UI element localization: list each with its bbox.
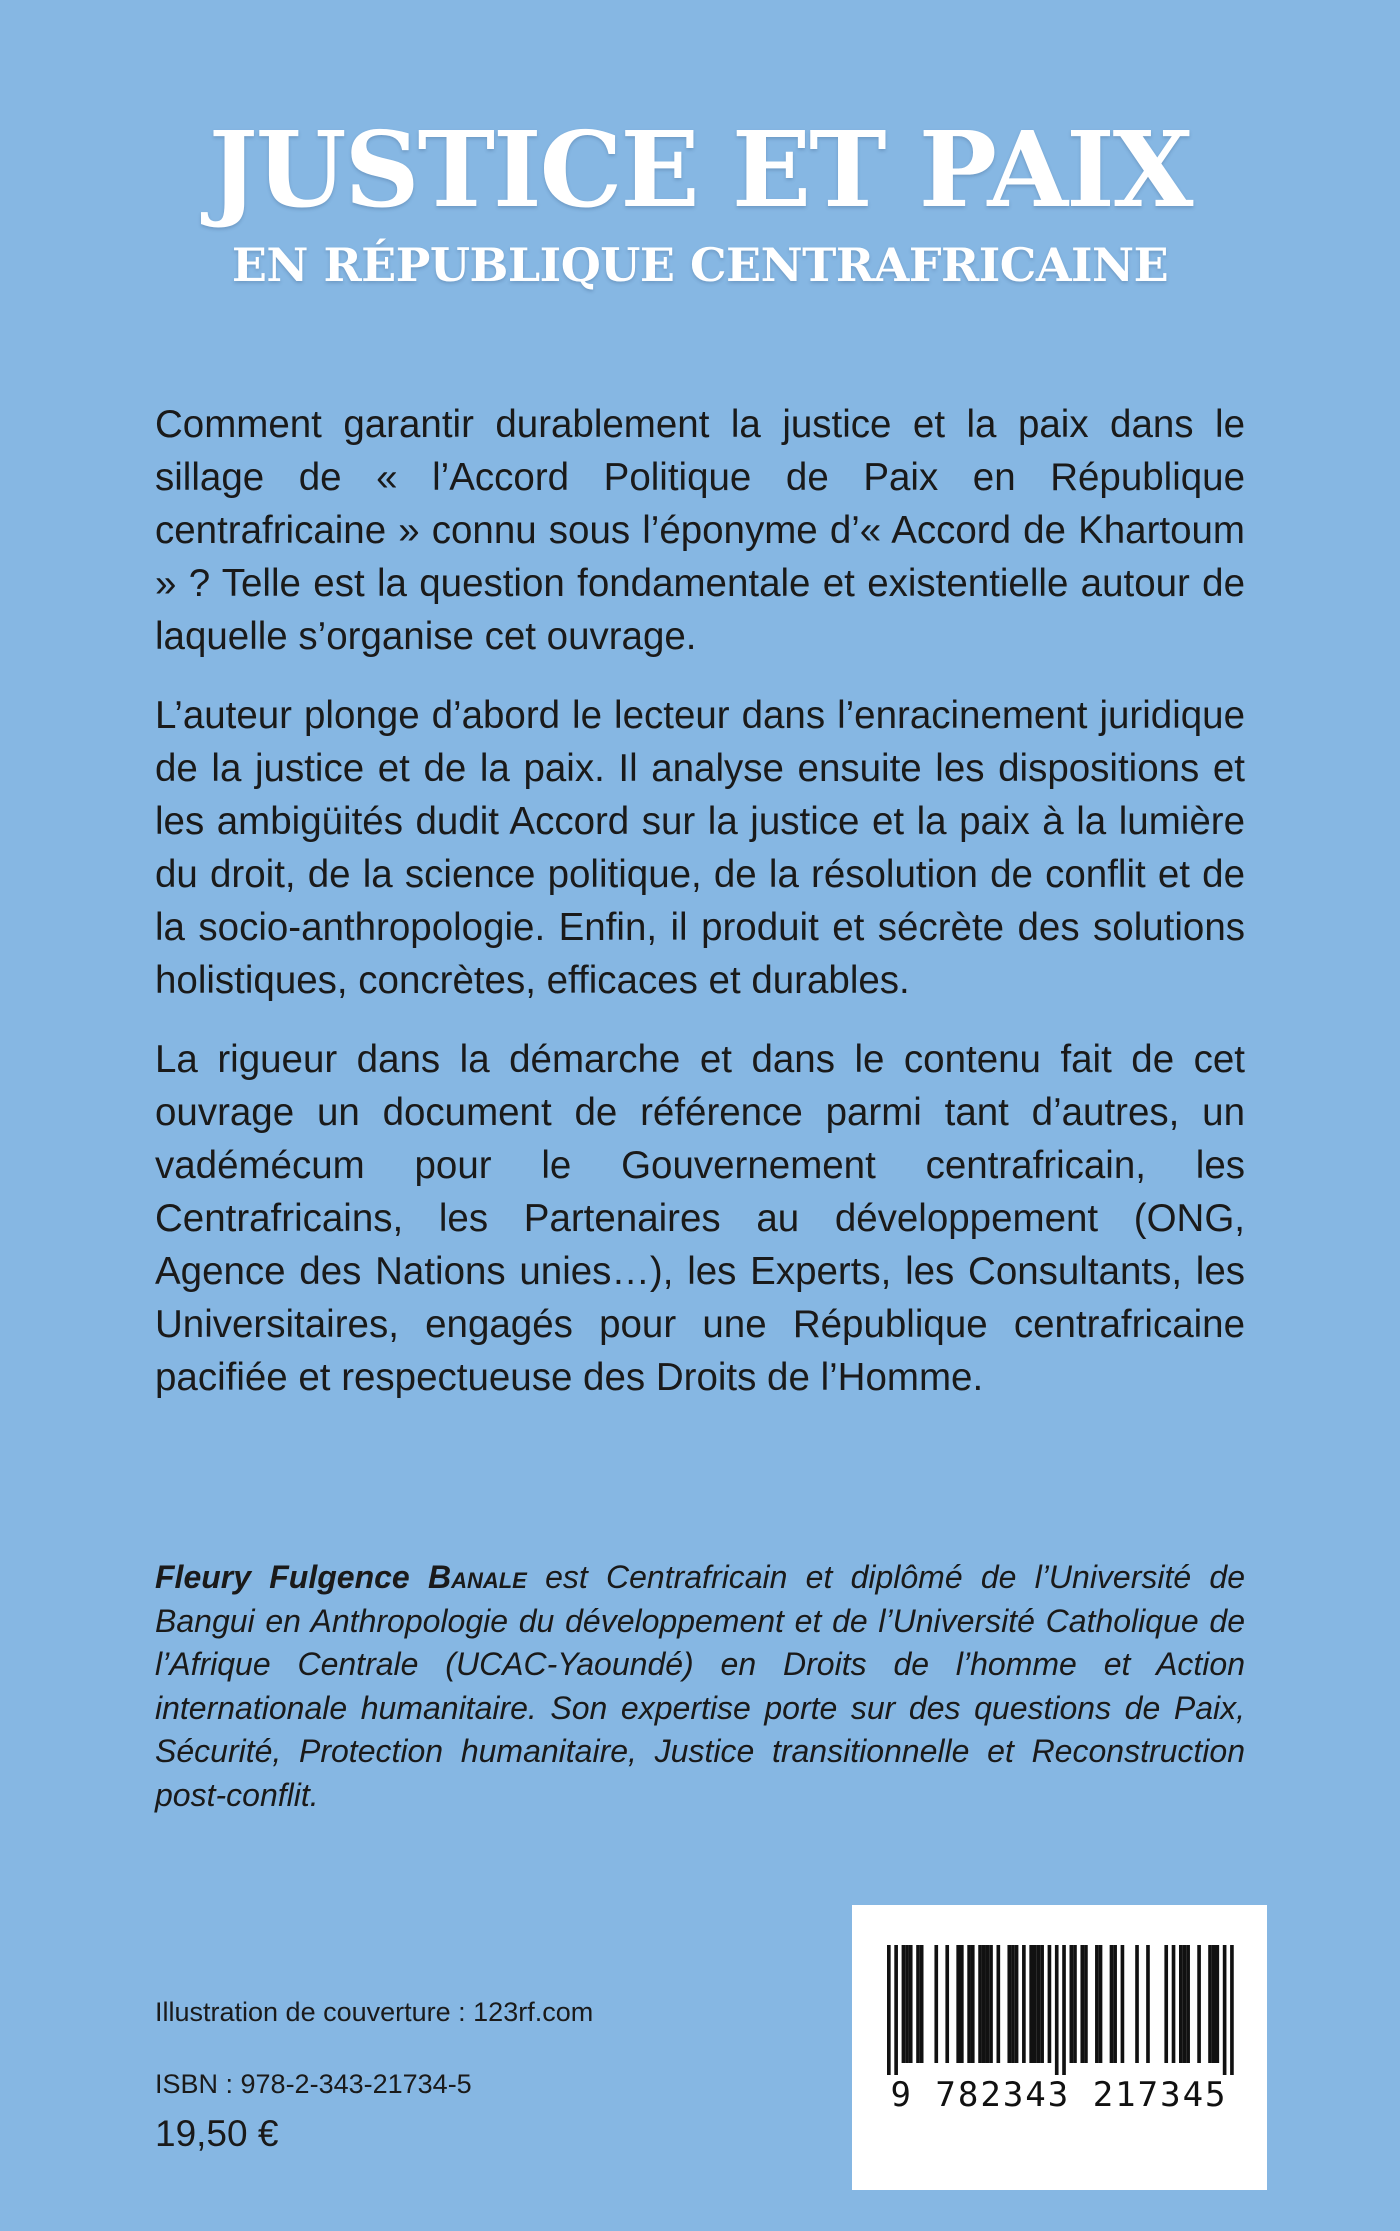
author-bio [155,1556,1245,1817]
barcode-bar [1011,1945,1015,2063]
barcode-bar [1099,1945,1103,2063]
cover-subtitle: EN RÉPUBLIQUE CENTRAFRICAINE [231,238,1169,292]
barcode-bar [1110,1945,1114,2063]
barcode-bar [1033,1945,1037,2063]
barcode-bar [1183,1945,1187,2063]
barcode-bar [978,1945,982,2063]
barcode-guard-bar [1055,1945,1059,2075]
barcode-bar [1084,1945,1088,2063]
barcode-bar [1048,1945,1052,2063]
illustration-credit: Illustration de couverture : 123rf.com [155,1997,594,2027]
barcode-bar [997,1945,1001,2063]
summary-paragraph-1: Comment garantir durablement la justice et la paix dans le sillage de « l’Accord Politique de Paix en République centrafricaine » connu sous l’éponyme d’« Accord de Khartoum » ? Telle est la question fondamentale et existentielle autour de laquelle s’organise cet ouvrage. [155,403,1245,658]
barcode-bar [1146,1945,1150,2063]
barcode-bar [971,1945,975,2063]
barcode-bar [967,1945,971,2063]
isbn-label: ISBN : 978-2-343-21734-5 [155,2069,472,2099]
barcode-guard-bar [1062,1945,1066,2075]
author-bio-text: est Centrafricain et diplômé de l’Université de Bangui en Anthropologie du développement et de l’Université Catholique de l’Afrique Centrale (UCAC-Yaoundé) en Droits de l’homme et Action internationale humanitaire. Son expertise porte sur des questions de Paix, Sécurité, Protection humanitaire, Justice transitionnelle et Reconstruction post-conflit. [155,1559,1246,1813]
barcode-bar [1179,1945,1183,2063]
barcode-guard-bar [1223,1945,1227,2075]
barcode-bar [956,1945,960,2063]
barcode-bar [1186,1945,1190,2063]
barcode-bar [916,1945,920,2063]
barcode-bar [986,1945,990,2063]
barcode-bar [1022,1945,1026,2063]
barcode-guard-bar [894,1945,898,2075]
author-first-name: Fleury Fulgence [155,1559,428,1595]
barcode-bar [960,1945,964,2063]
barcode-bar [1007,1945,1011,2063]
barcode-bar [989,1945,993,2063]
barcode-bar [1070,1945,1074,2063]
barcode-bar [909,1945,913,2063]
barcode-bar [1216,1945,1220,2063]
barcode-graphic [852,1905,1267,2190]
barcode-bar [1029,1945,1033,2063]
barcode-bars [887,1945,1234,2075]
summary-paragraph-2: L’auteur plonge d’abord le lecteur dans l’enracinement juridique de la justice et de la paix. Il analyse ensuite les dispositions et les ambigüités dudit Accord sur la justice et la paix à la lumière du droit, de la science politique, de la résolution de conflit et de la socio-anthropologie. Enfin, il produit et sécrète des solutions holistiques, concrètes, efficaces et durables. [155,694,1245,1002]
barcode-bar [902,1945,906,2063]
barcode-bar [1164,1945,1168,2063]
barcode-guard-bar [1230,1945,1234,2075]
barcode-bar [920,1945,924,2063]
barcode-bar [1040,1945,1044,2063]
barcode-bar [1015,1945,1019,2063]
barcode-bar [1121,1945,1125,2063]
barcode-bar [1037,1945,1041,2063]
barcode-bar [945,1945,949,2063]
barcode-bar [1080,1945,1084,2063]
barcode-guard-bar [887,1945,891,2075]
barcode-digits: 9 782343 217345 [890,2075,1228,2115]
barcode [852,1905,1267,2190]
barcode-bar [905,1945,909,2063]
price-label: 19,50 € [155,2113,279,2154]
barcode-bar [1113,1945,1117,2063]
barcode-bar [1073,1945,1077,2063]
barcode-bar [1212,1945,1216,2063]
back-cover-summary [155,398,1245,1430]
barcode-bar [1095,1945,1099,2063]
barcode-bar [982,1945,986,2063]
barcode-bar [1208,1945,1212,2063]
cover-title: JUSTICE ET PAIX [208,108,1192,231]
barcode-bar [1172,1945,1176,2063]
author-surname: Banale [427,1559,527,1595]
barcode-bar [1135,1945,1139,2063]
barcode-bar [934,1945,938,2063]
summary-paragraph-3: La rigueur dans la démarche et dans le contenu fait de cet ouvrage un document de référence parmi tant d’autres, un vadémécum pour le Gouvernement centrafricain, les Centrafricains, les Partenaires au développement (ONG, Agence des Nations unies…), les Experts, les Consultants, les Universitaires, engagés pour une République centrafricaine pacifiée et respectueuse des Droits de l’Homme. [155,1038,1245,1399]
barcode-bar [1197,1945,1201,2063]
